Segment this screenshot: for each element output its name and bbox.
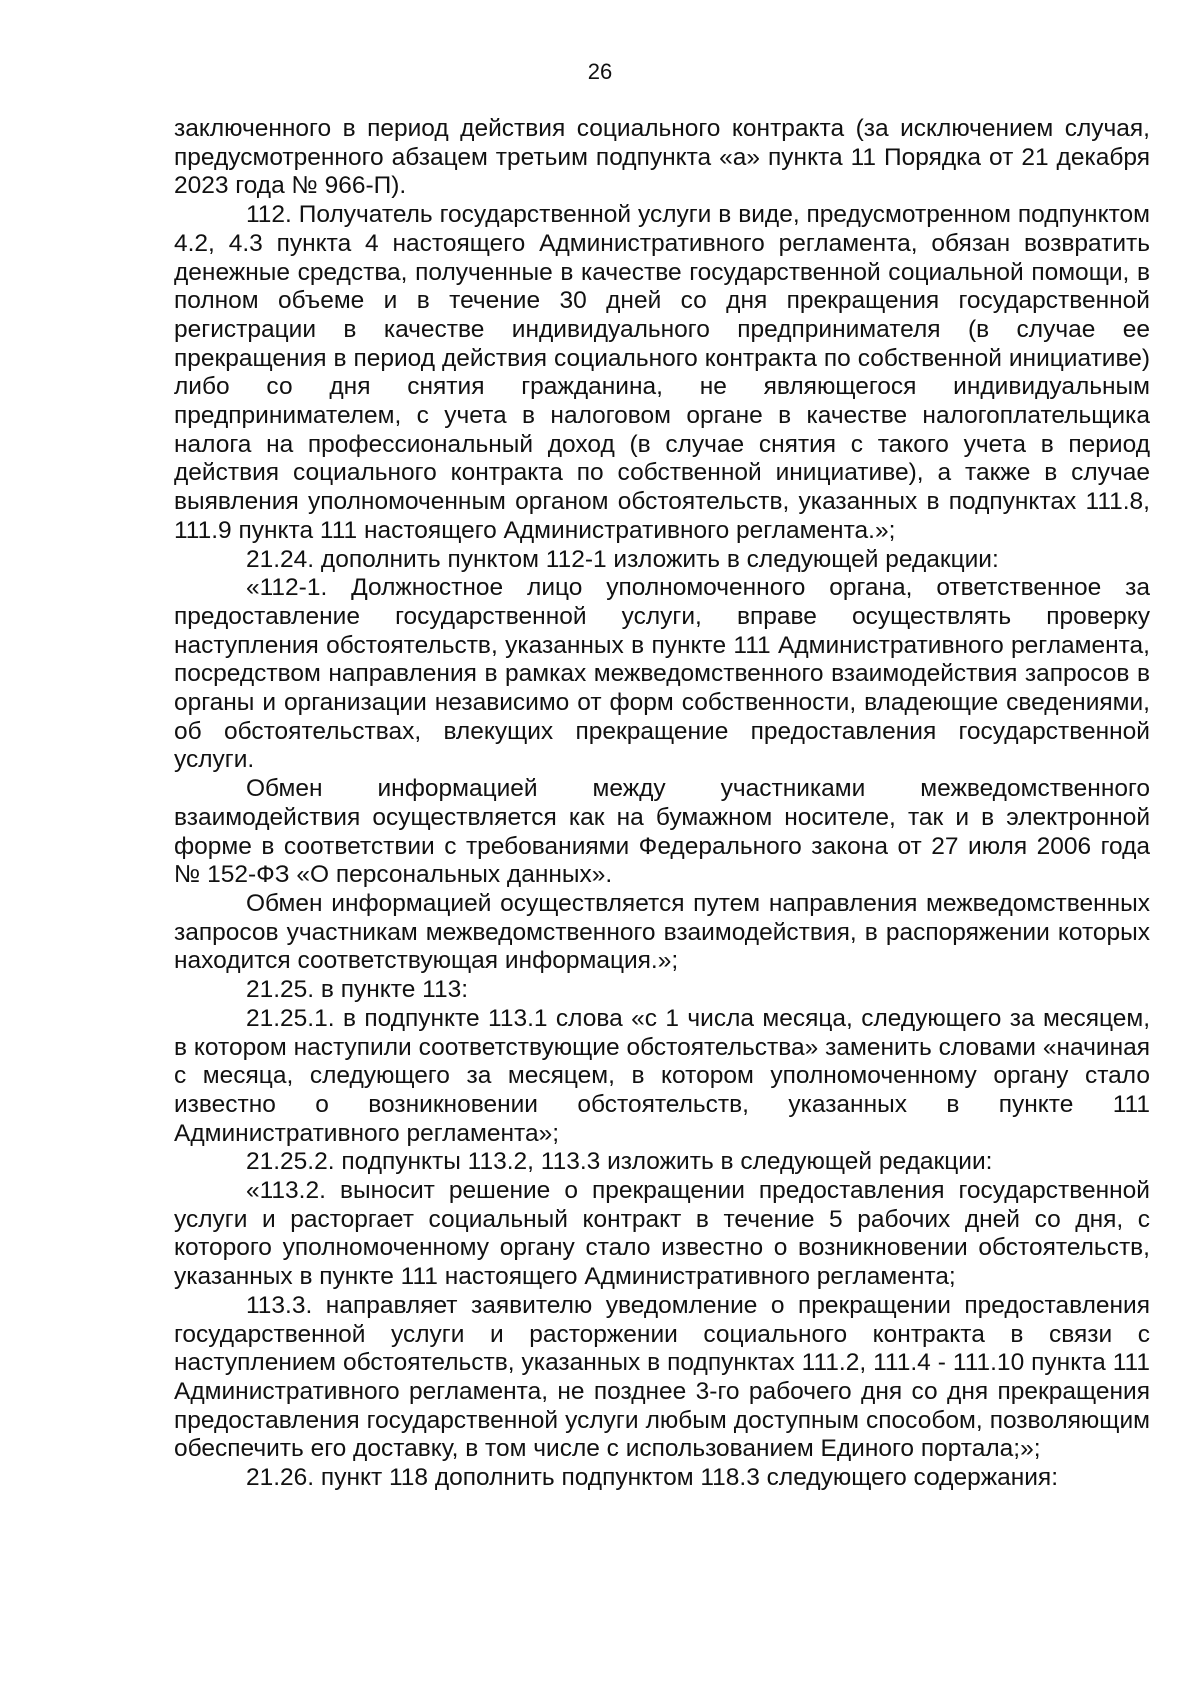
page-number: 26 bbox=[587, 59, 613, 84]
paragraph-112-1: «112-1. Должностное лицо уполномоченного органа, ответственное за предоставление государственной услуги, вправе осуществлять проверку наступления обстоятельств, указанных в пункте 111 Административного регламента, посредством направления в рамках межведомственного взаимодействия запросов в органы и организации независимо от форм собственности, владеющие сведениями, об обстоятельствах, влекущих прекращение предоставления государственной услуги. bbox=[174, 574, 1150, 774]
paragraph-21-26: 21.26. пункт 118 дополнить подпунктом 118.3 следующего содержания: bbox=[246, 1464, 1059, 1492]
paragraph-exchange-info: Обмен информацией между участниками межведомственного взаимодействия осуществляется как на бумажном носителе, так и в электронной форме в соответствии с требованиями Федерального закона от 27 июля 2006 года № 152-ФЗ «О персональных данных». bbox=[174, 775, 1150, 889]
paragraph-112: 112. Получатель государственной услуги в виде, предусмотренном подпунктом 4.2, 4.3 пункта 4 настоящего Административного регламента, обязан возвратить денежные средства, полученные в качестве государственной социальной помощи, в полном объеме и в течение 30 дней со дня прекращения государственной регистрации в качестве индивидуального предпринимателя (в случае ее прекращения в период действия социального контракта по собственной инициативе) либо со дня снятия гражданина, не являющегося индивидуальным предпринимателем, с учета в налоговом органе в качестве налогоплательщика налога на профессиональный доход (в случае снятия с такого учета в период действия социального контракта по собственной инициативе), а также в случае выявления уполномоченным органом обстоятельств, указанных в подпунктах 111.8, 111.9 пункта 111 настоящего Административного регламента.»; bbox=[174, 201, 1150, 544]
paragraph-113-2: «113.2. выносит решение о прекращении предоставления государственной услуги и расторгает социальный контракт в течение 5 рабочих дней со дня, с которого уполномоченному органу стало известно о возникновении обстоятельств, указанных в пункте 111 настоящего Административного регламента; bbox=[174, 1177, 1150, 1291]
paragraph-21-25-1: 21.25.1. в подпункте 113.1 слова «с 1 числа месяца, следующего за месяцем, в котором наступили соответствующие обстоятельства» заменить словами «начиная с месяца, следующего за месяцем, в котором уполномоченному органу стало известно о возникновении обстоятельств, указанных в пункте 111 Административного регламента»; bbox=[174, 1004, 1150, 1147]
paragraph-21-24: 21.24. дополнить пунктом 112-1 изложить в следующей редакции: bbox=[246, 545, 999, 573]
paragraph-21-25: 21.25. в пункте 113: bbox=[246, 976, 469, 1004]
paragraph-113-3: 113.3. направляет заявителю уведомление о прекращении предоставления государственной услуги и расторжении социального контракта в связи с наступлением обстоятельств, указанных в подпунктах 111.2, 111.4 - 111.10 пункта 111 Административного регламента, не позднее 3-го рабочего дня со дня прекращения предоставления государственной услуги любым доступным способом, позволяющим обеспечить его доставку, в том числе с использованием Единого портала;»; bbox=[174, 1291, 1150, 1463]
paragraph-exchange-requests: Обмен информацией осуществляется путем направления межведомственных запросов участникам межведомственного взаимодействия, в распоряжении которых находится соответствующая информация.»; bbox=[174, 889, 1150, 975]
paragraph-21-25-2: 21.25.2. подпункты 113.2, 113.3 изложить в следующей редакции: bbox=[246, 1148, 993, 1176]
document-body bbox=[174, 115, 1150, 1493]
paragraph-continuation: заключенного в период действия социального контракта (за исключением случая, предусмотренного абзацем третьим подпункта «а» пункта 11 Порядка от 21 декабря 2023 года № 966-П). bbox=[174, 115, 1150, 200]
